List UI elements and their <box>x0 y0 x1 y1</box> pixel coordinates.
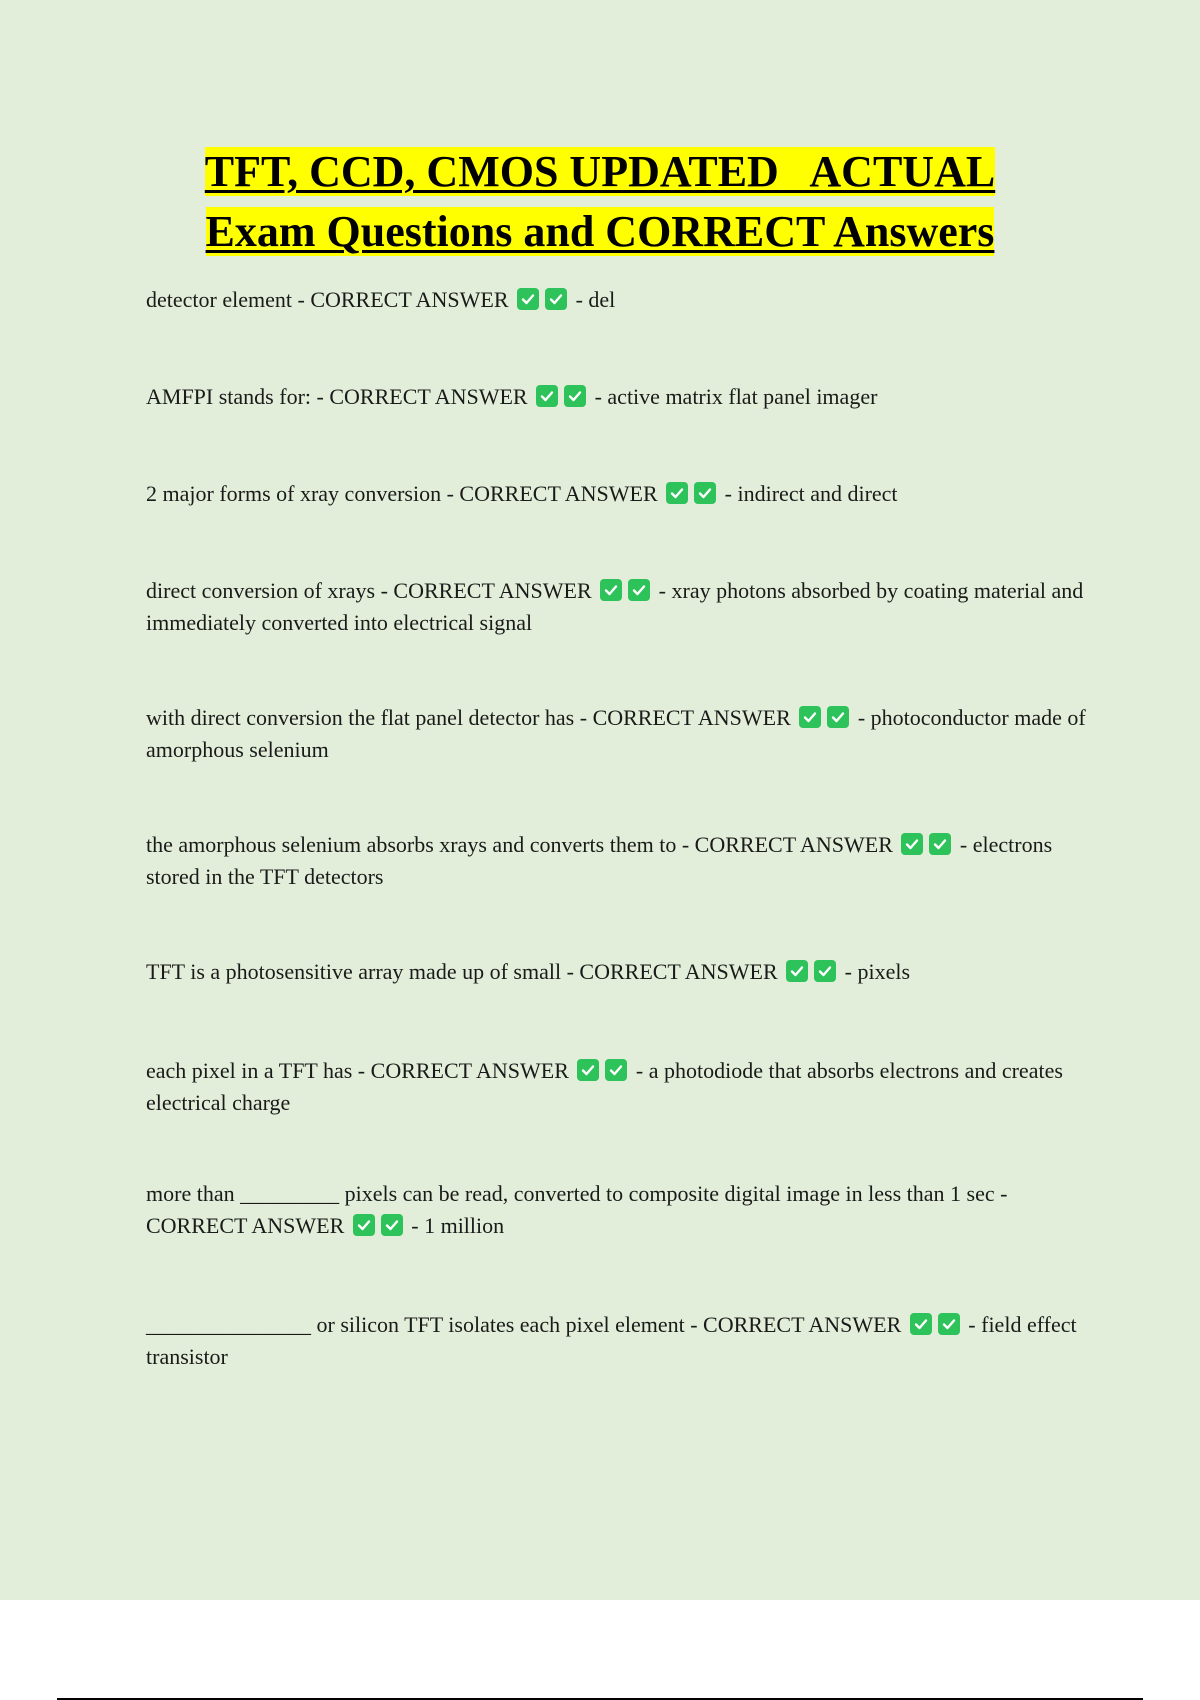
qa-item <box>146 702 1091 766</box>
question-text: TFT is a photosensitive array made up of small - <box>146 959 580 984</box>
question-text: each pixel in a TFT has - <box>146 1058 371 1083</box>
qa-item <box>146 478 1091 510</box>
question-text: the amorphous selenium absorbs xrays and converts them to - <box>146 832 695 857</box>
answer-marker: CORRECT ANSWER <box>703 1312 902 1337</box>
qa-item <box>146 381 1091 413</box>
answer-marker: CORRECT ANSWER <box>579 959 778 984</box>
answer-text: - field effect transistor <box>146 1312 1077 1369</box>
question-text: detector element - <box>146 287 311 312</box>
check-mark-icon <box>694 482 716 504</box>
answer-marker: CORRECT ANSWER <box>370 1058 569 1083</box>
check-mark-icon <box>666 482 688 504</box>
check-mark-icon <box>517 288 539 310</box>
answer-marker: CORRECT ANSWER <box>459 481 658 506</box>
check-mark-icon <box>938 1313 960 1335</box>
check-mark-icon <box>381 1214 403 1236</box>
question-text: direct conversion of xrays - <box>146 578 394 603</box>
qa-item <box>146 1178 1091 1242</box>
qa-item <box>146 1055 1091 1119</box>
answer-text: - a photodiode that absorbs electrons and creates electrical charge <box>146 1058 1063 1115</box>
check-mark-icon <box>536 385 558 407</box>
qa-item <box>146 284 1091 316</box>
question-text: with direct conversion the flat panel detector has - <box>146 705 593 730</box>
answer-text: - electrons stored in the TFT detectors <box>146 832 1053 889</box>
check-mark-icon <box>827 706 849 728</box>
question-text: _______________ or silicon TFT isolates each pixel element - <box>146 1312 704 1337</box>
check-mark-icon <box>545 288 567 310</box>
qa-item <box>146 1309 1091 1373</box>
answer-text: - xray photons absorbed by coating material and immediately converted into electrical signal <box>146 578 1084 635</box>
qa-item <box>146 829 1091 893</box>
qa-item <box>146 575 1091 639</box>
title-line-2: Exam Questions and CORRECT Answers <box>205 207 995 256</box>
check-mark-icon <box>564 385 586 407</box>
answer-text: - del <box>575 287 616 312</box>
check-mark-icon <box>577 1059 599 1081</box>
document-title <box>0 142 1200 262</box>
check-mark-icon <box>605 1059 627 1081</box>
check-mark-icon <box>814 960 836 982</box>
answer-marker: CORRECT ANSWER <box>393 578 592 603</box>
answer-text: - pixels <box>844 959 911 984</box>
check-mark-icon <box>901 833 923 855</box>
check-mark-icon <box>799 706 821 728</box>
answer-marker: CORRECT ANSWER <box>592 705 791 730</box>
answer-text: - photoconductor made of amorphous selenium <box>146 705 1086 762</box>
title-line-1: TFT, CCD, CMOS UPDATED ACTUAL <box>204 147 996 196</box>
answer-marker: CORRECT ANSWER <box>310 287 509 312</box>
answer-text: - indirect and direct <box>724 481 898 506</box>
check-mark-icon <box>910 1313 932 1335</box>
qa-item <box>146 956 1091 988</box>
question-text: 2 major forms of xray conversion - <box>146 481 460 506</box>
answer-text: - 1 million <box>411 1213 505 1238</box>
page-footer <box>0 1600 1200 1700</box>
check-mark-icon <box>929 833 951 855</box>
answer-marker: CORRECT ANSWER <box>329 384 528 409</box>
check-mark-icon <box>600 579 622 601</box>
question-text: AMFPI stands for: - <box>146 384 330 409</box>
check-mark-icon <box>628 579 650 601</box>
question-text: more than _________ pixels can be read, converted to composite digital image in less than 1 sec - <box>146 1181 1008 1206</box>
answer-text: - active matrix flat panel imager <box>594 384 878 409</box>
answer-marker: CORRECT ANSWER <box>694 832 893 857</box>
check-mark-icon <box>353 1214 375 1236</box>
answer-marker: CORRECT ANSWER <box>146 1213 345 1238</box>
check-mark-icon <box>786 960 808 982</box>
